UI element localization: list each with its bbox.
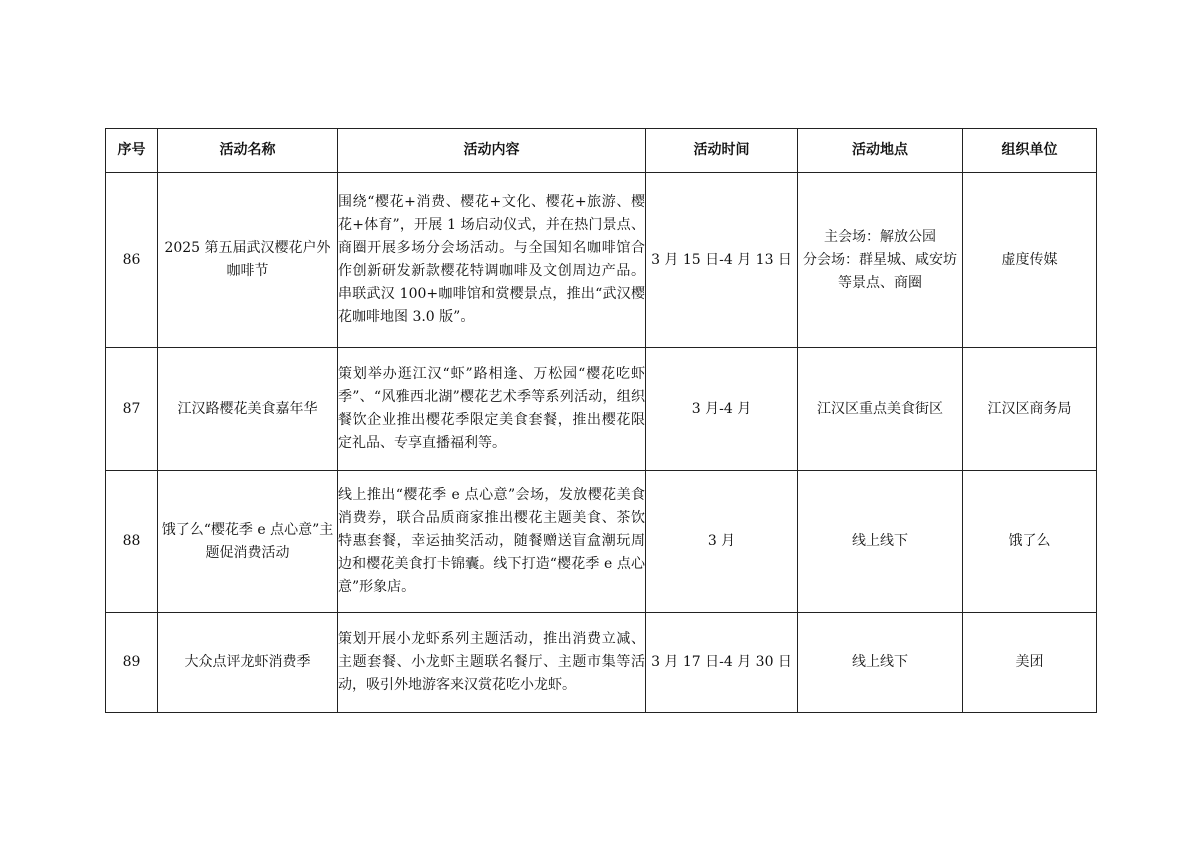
header-organizer: 组织单位 (963, 129, 1097, 173)
row-organizer: 江汉区商务局 (963, 348, 1097, 471)
row-num: 88 (106, 471, 158, 613)
header-num: 序号 (106, 129, 158, 173)
row-content: 线上推出“樱花季 e 点心意”会场，发放樱花美食消费券，联合品质商家推出樱花主题美食、茶饮特惠套餐，幸运抽奖活动，随餐赠送盲盒潮玩周边和樱花美食打卡锦囊。线下打造“樱花季 e 点心意”形象店。 (338, 471, 646, 613)
row-name: 2025 第五届武汉樱花户外咖啡节 (158, 173, 338, 348)
row-time: 3 月-4 月 (646, 348, 798, 471)
header-name: 活动名称 (158, 129, 338, 173)
row-content: 策划开展小龙虾系列主题活动，推出消费立减、主题套餐、小龙虾主题联名餐厅、主题市集等活动，吸引外地游客来汉赏花吃小龙虾。 (338, 613, 646, 713)
row-name: 江汉路樱花美食嘉年华 (158, 348, 338, 471)
event-table-container (105, 128, 1096, 713)
row-location: 线上线下 (798, 471, 963, 613)
table-row (106, 471, 1097, 613)
table-header-row (106, 129, 1097, 173)
table-row (106, 173, 1097, 348)
row-content: 策划举办逛江汉“虾”路相逢、万松园“樱花吃虾季”、“风雅西北湖”樱花艺术季等系列活动，组织餐饮企业推出樱花季限定美食套餐，推出樱花限定礼品、专享直播福利等。 (338, 348, 646, 471)
row-organizer: 美团 (963, 613, 1097, 713)
row-time: 3 月 17 日-4 月 30 日 (646, 613, 798, 713)
row-time: 3 月 (646, 471, 798, 613)
table-row (106, 348, 1097, 471)
header-content: 活动内容 (338, 129, 646, 173)
row-location: 线上线下 (798, 613, 963, 713)
row-location-main: 主会场：解放公园 (824, 228, 936, 245)
row-name: 饿了么“樱花季 e 点心意”主题促消费活动 (158, 471, 338, 613)
row-num: 87 (106, 348, 158, 471)
row-organizer: 虚度传媒 (963, 173, 1097, 348)
table-row (106, 613, 1097, 713)
row-organizer: 饿了么 (963, 471, 1097, 613)
header-location: 活动地点 (798, 129, 963, 173)
row-location-sub: 分会场：群星城、咸安坊等景点、商圈 (803, 251, 957, 291)
row-location: 江汉区重点美食街区 (798, 348, 963, 471)
row-location (798, 173, 963, 348)
row-num: 89 (106, 613, 158, 713)
row-name: 大众点评龙虾消费季 (158, 613, 338, 713)
row-num: 86 (106, 173, 158, 348)
row-content: 围绕“樱花+消费、樱花+文化、樱花+旅游、樱花+体育”，开展 1 场启动仪式，并在热门景点、商圈开展多场分会场活动。与全国知名咖啡馆合作创新研发新款樱花特调咖啡及文创周边产品。串联武汉 100+咖啡馆和赏樱景点，推出“武汉樱花咖啡地图 3.0 版”。 (338, 173, 646, 348)
header-time: 活动时间 (646, 129, 798, 173)
row-time: 3 月 15 日-4 月 13 日 (646, 173, 798, 348)
event-table (105, 128, 1097, 713)
